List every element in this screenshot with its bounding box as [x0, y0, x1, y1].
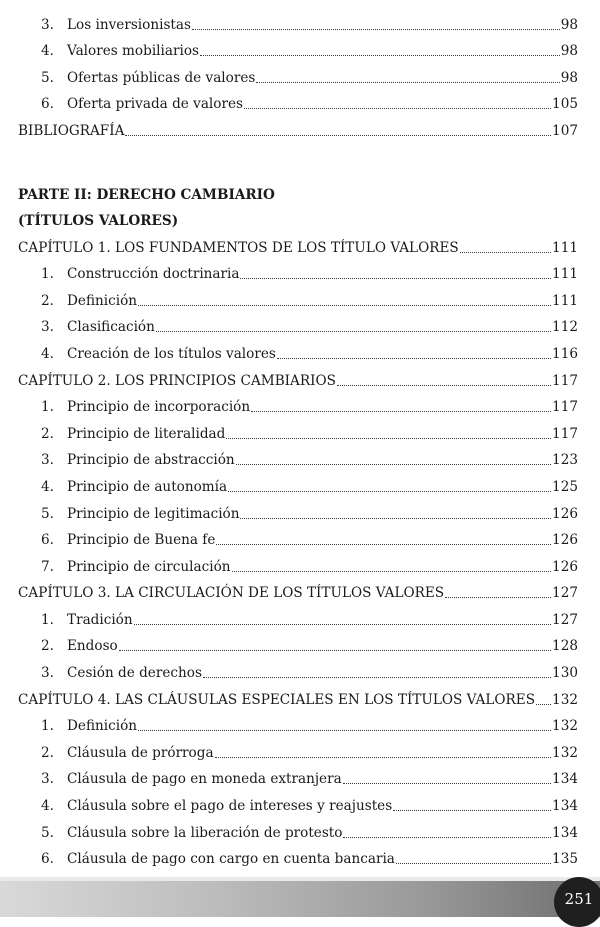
entry-page-number: 128: [552, 638, 578, 655]
dot-leader: [138, 293, 551, 306]
toc-entry: [0, 734, 600, 761]
toc-entry: [0, 309, 600, 336]
entry-title: CAPÍTULO 1. LOS FUNDAMENTOS DE LOS TÍTULO VALORES: [18, 239, 459, 256]
entry-title: CAPÍTULO 3. LA CIRCULACIÓN DE LOS TÍTULOS VALORES: [18, 585, 445, 602]
entry-number: 3.: [41, 665, 54, 682]
dot-leader: [393, 798, 551, 811]
entry-title: Definición: [67, 292, 138, 309]
dot-leader: [228, 479, 551, 492]
entry-page-number: 111: [552, 292, 578, 309]
toc-entry: [0, 468, 600, 495]
entry-title: Ofertas públicas de valores: [67, 69, 256, 86]
entry-number: 4.: [41, 798, 54, 815]
toc-entry: [0, 33, 600, 60]
toc-entry: [0, 282, 600, 309]
dot-leader: [343, 825, 551, 838]
toc-entry: [0, 86, 600, 113]
toc-chapter-entry: [0, 229, 600, 256]
part-heading: PARTE II: DERECHO CAMBIARIO: [18, 186, 275, 203]
entry-title: Tradición: [67, 611, 133, 628]
entry-page-number: 127: [552, 585, 578, 602]
entry-page-number: 134: [552, 824, 578, 841]
entry-page-number: 132: [552, 744, 578, 761]
dot-leader: [460, 240, 551, 253]
dot-leader: [236, 452, 551, 465]
entry-title: CAPÍTULO 4. LAS CLÁUSULAS ESPECIALES EN LOS TÍTULOS VALORES: [18, 691, 536, 708]
toc-chapter-entry: [0, 112, 600, 139]
entry-number: 4.: [41, 478, 54, 495]
entry-page-number: 107: [552, 122, 578, 139]
entry-title: BIBLIOGRAFÍA: [18, 122, 125, 139]
entry-page-number: 126: [552, 505, 578, 522]
entry-number: 2.: [41, 292, 54, 309]
entry-page-number: 130: [552, 665, 578, 682]
toc-entry: [0, 495, 600, 522]
entry-number: 4.: [41, 43, 54, 60]
entry-page-number: 98: [560, 43, 578, 60]
entry-title: Creación de los títulos valores: [67, 345, 276, 362]
entry-number: 5.: [41, 824, 54, 841]
toc-entry: [0, 761, 600, 788]
entry-title: Cláusula de pago con cargo en cuenta bancaria: [67, 851, 395, 868]
dot-leader: [445, 585, 551, 598]
entry-number: 1.: [41, 718, 54, 735]
entry-page-number: 98: [560, 16, 578, 33]
toc-entry: [0, 628, 600, 655]
entry-number: 3.: [41, 771, 54, 788]
dot-leader: [125, 123, 551, 136]
dot-leader: [244, 96, 551, 109]
dot-leader: [156, 319, 551, 332]
entry-number: 4.: [41, 345, 54, 362]
entry-number: 2.: [41, 744, 54, 761]
entry-number: 2.: [41, 425, 54, 442]
entry-page-number: 112: [552, 319, 578, 336]
toc-entry: [0, 814, 600, 841]
dot-leader: [119, 638, 551, 651]
entry-title: Principio de literalidad: [67, 425, 226, 442]
entry-number: 1.: [41, 266, 54, 283]
entry-number: 5.: [41, 69, 54, 86]
toc-entry: [0, 654, 600, 681]
toc-entry: [0, 442, 600, 469]
entry-page-number: 123: [552, 452, 578, 469]
toc-entry: [0, 708, 600, 735]
entry-page-number: 132: [552, 691, 578, 708]
dot-leader: [240, 266, 551, 279]
entry-page-number: 127: [552, 611, 578, 628]
entry-title: Principio de abstracción: [67, 452, 235, 469]
entry-title: Cláusula de pago en moneda extranjera: [67, 771, 342, 788]
entry-page-number: 111: [552, 266, 578, 283]
dot-leader: [277, 346, 551, 359]
entry-page-number: 132: [552, 718, 578, 735]
dot-leader: [200, 43, 560, 56]
entry-title: Cesión de derechos: [67, 665, 202, 682]
entry-title: Cláusula sobre el pago de intereses y reajustes: [67, 798, 393, 815]
dot-leader: [215, 745, 551, 758]
entry-page-number: 125: [552, 478, 578, 495]
entry-title: Definición: [67, 718, 138, 735]
entry-title: Clasificación: [67, 319, 155, 336]
entry-number: 3.: [41, 319, 54, 336]
dot-leader: [226, 426, 551, 439]
entry-title: Principio de legitimación: [67, 505, 240, 522]
dot-leader: [396, 851, 551, 864]
entry-page-number: 134: [552, 771, 578, 788]
toc-chapter-entry: [0, 681, 600, 708]
dot-leader: [343, 771, 551, 784]
entry-title: Principio de incorporación: [67, 399, 251, 416]
entry-title: Principio de autonomía: [67, 478, 228, 495]
entry-number: 1.: [41, 399, 54, 416]
toc-entry: [0, 548, 600, 575]
entry-number: 3.: [41, 452, 54, 469]
entry-number: 5.: [41, 505, 54, 522]
toc-entry: [0, 522, 600, 549]
dot-leader: [251, 399, 551, 412]
entry-page-number: 117: [552, 372, 578, 389]
dot-leader: [134, 612, 551, 625]
entry-title: Los inversionistas: [67, 16, 191, 33]
page-footer: [0, 877, 600, 917]
entry-title: Cláusula sobre la liberación de protesto: [67, 824, 343, 841]
dot-leader: [256, 70, 559, 83]
toc-entry: [0, 389, 600, 416]
toc-entry: [0, 6, 600, 33]
entry-number: 6.: [41, 851, 54, 868]
toc-entry: [0, 415, 600, 442]
entry-page-number: 134: [552, 798, 578, 815]
entry-page-number: 111: [552, 239, 578, 256]
entry-page-number: 135: [552, 851, 578, 868]
section-spacer: [0, 139, 600, 177]
entry-page-number: 126: [552, 532, 578, 549]
entry-number: 7.: [41, 558, 54, 575]
entry-title: CAPÍTULO 2. LOS PRINCIPIOS CAMBIARIOS: [18, 372, 336, 389]
entry-number: 3.: [41, 16, 54, 33]
toc-entry: [0, 256, 600, 283]
toc-entry: [0, 841, 600, 868]
toc-entry: [0, 787, 600, 814]
toc-entry: [0, 335, 600, 362]
page-number-badge: 251: [554, 877, 600, 927]
entry-page-number: 117: [552, 399, 578, 416]
entry-page-number: 126: [552, 558, 578, 575]
entry-number: 1.: [41, 611, 54, 628]
entry-number: 6.: [41, 532, 54, 549]
dot-leader: [192, 17, 560, 30]
entry-title: Endoso: [67, 638, 118, 655]
entry-page-number: 105: [552, 96, 578, 113]
dot-leader: [240, 506, 551, 519]
toc-chapter-entry: [0, 362, 600, 389]
entry-title: Oferta privada de valores: [67, 96, 243, 113]
entry-page-number: 98: [560, 69, 578, 86]
toc-chapter-entry: [0, 575, 600, 602]
entry-number: 2.: [41, 638, 54, 655]
entry-page-number: 117: [552, 425, 578, 442]
entry-number: 6.: [41, 96, 54, 113]
entry-title: Construcción doctrinaria: [67, 266, 240, 283]
dot-leader: [216, 532, 551, 545]
entry-page-number: 116: [552, 345, 578, 362]
table-of-contents: [0, 6, 600, 867]
toc-entry: [0, 601, 600, 628]
dot-leader: [203, 665, 551, 678]
entry-title: Principio de circulación: [67, 558, 231, 575]
dot-leader: [138, 718, 551, 731]
dot-leader: [536, 692, 551, 705]
entry-title: Cláusula de prórroga: [67, 744, 214, 761]
entry-title: Principio de Buena fe: [67, 532, 216, 549]
dot-leader: [232, 559, 552, 572]
entry-title: Valores mobiliarios: [67, 43, 199, 60]
dot-leader: [337, 373, 551, 386]
toc-entry: [0, 59, 600, 86]
part-subheading: (TÍTULOS VALORES): [18, 212, 179, 229]
